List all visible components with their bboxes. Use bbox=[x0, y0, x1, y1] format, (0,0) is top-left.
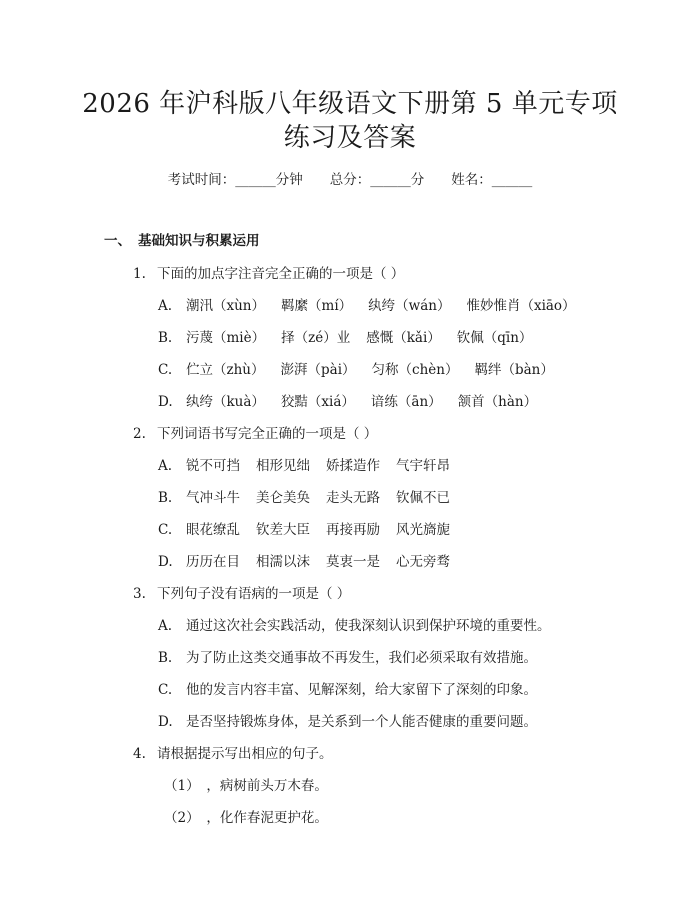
option-word: 纨绔（kuà） bbox=[186, 394, 265, 410]
option-word: 狡黠（xiá） bbox=[280, 394, 355, 410]
option-word: 匀称（chèn） bbox=[371, 362, 459, 378]
option-a bbox=[158, 614, 551, 634]
section-number: 一、 bbox=[104, 233, 131, 249]
option-sentence: 是否坚持锻炼身体，是关系到一个人能否健康的重要问题。 bbox=[186, 714, 537, 730]
option-d bbox=[158, 710, 537, 730]
question-2 bbox=[133, 422, 377, 442]
option-word: 污蔑（miè） bbox=[186, 330, 266, 346]
question-number: 2. bbox=[133, 426, 146, 442]
option-word: 惟妙惟肖（xiāo） bbox=[466, 298, 576, 314]
question-stem: 下列词语书写完全正确的一项是（ ） bbox=[157, 426, 378, 442]
option-word: 眼花缭乱 bbox=[186, 522, 240, 538]
option-word: 历历在目 bbox=[186, 554, 240, 570]
question-number: 3. bbox=[133, 586, 146, 602]
section-title: 基础知识与积累运用 bbox=[138, 233, 260, 249]
page-title-line2: 练习及答案 bbox=[283, 123, 417, 153]
option-c bbox=[158, 518, 466, 538]
question-3 bbox=[133, 582, 350, 602]
sub-question-2: （2） ，化作春泥更护花。 bbox=[164, 810, 328, 826]
option-letter: C. bbox=[158, 522, 173, 538]
option-word: 气宇轩昂 bbox=[396, 458, 450, 474]
question-number: 4. bbox=[133, 746, 146, 762]
option-word: 择（zé）业 bbox=[281, 330, 351, 346]
option-letter: A. bbox=[158, 458, 173, 474]
option-word: 锐不可挡 bbox=[186, 458, 240, 474]
exam-meta: 考试时间：______分钟 总分：______分 姓名：______ bbox=[167, 172, 533, 188]
option-word: 莫衷一是 bbox=[326, 554, 380, 570]
question-stem: 请根据提示写出相应的句子。 bbox=[157, 746, 333, 762]
option-letter: A. bbox=[158, 618, 173, 634]
option-word: 感慨（kǎi） bbox=[366, 330, 441, 346]
option-word: 谙练（ān） bbox=[370, 394, 442, 410]
option-letter: A. bbox=[158, 298, 173, 314]
option-b bbox=[158, 486, 466, 506]
option-sentence: 通过这次社会实践活动，使我深刻认识到保护环境的重要性。 bbox=[186, 618, 551, 634]
section-heading bbox=[104, 229, 260, 249]
option-word: 羁绊（bàn） bbox=[474, 362, 554, 378]
option-letter: D. bbox=[158, 714, 173, 730]
option-letter: C. bbox=[158, 682, 173, 698]
option-b bbox=[158, 646, 537, 666]
question-1 bbox=[133, 262, 404, 282]
option-word: 气冲斗牛 bbox=[186, 490, 240, 506]
option-letter: B. bbox=[158, 650, 173, 666]
option-sentence: 他的发言内容丰富、见解深刻，给大家留下了深刻的印象。 bbox=[186, 682, 537, 698]
option-word: 澎湃（pài） bbox=[280, 362, 356, 378]
option-word: 钦佩不已 bbox=[396, 490, 450, 506]
option-word: 潮汛（xùn） bbox=[186, 298, 266, 314]
option-word: 风光旖旎 bbox=[396, 522, 450, 538]
option-d bbox=[158, 390, 553, 410]
option-word: 钦佩（qīn） bbox=[456, 330, 533, 346]
option-word: 钦差大臣 bbox=[256, 522, 310, 538]
option-sentence: 为了防止这类交通事故不再发生，我们必须采取有效措施。 bbox=[186, 650, 537, 666]
option-word: 心无旁骛 bbox=[396, 554, 450, 570]
option-letter: B. bbox=[158, 330, 173, 346]
option-word: 羁縻（mí） bbox=[281, 298, 353, 314]
option-word: 娇揉造作 bbox=[326, 458, 380, 474]
option-c bbox=[158, 358, 570, 378]
question-stem: 下面的加点字注音完全正确的一项是（ ） bbox=[157, 266, 405, 282]
question-4 bbox=[133, 742, 333, 762]
option-d bbox=[158, 550, 466, 570]
option-word: 伫立（zhù） bbox=[186, 362, 265, 378]
option-letter: D. bbox=[158, 394, 173, 410]
option-word: 再接再励 bbox=[326, 522, 380, 538]
option-letter: C. bbox=[158, 362, 173, 378]
option-letter: D. bbox=[158, 554, 173, 570]
option-word: 颔首（hàn） bbox=[457, 394, 538, 410]
sub-question-1: （1） ，病树前头万木春。 bbox=[164, 778, 328, 794]
option-word: 走头无路 bbox=[326, 490, 380, 506]
question-number: 1. bbox=[133, 266, 146, 282]
option-a bbox=[158, 454, 466, 474]
question-stem: 下列句子没有语病的一项是（ ） bbox=[157, 586, 351, 602]
option-word: 美仑美奂 bbox=[256, 490, 310, 506]
option-word: 纨绔（wán） bbox=[368, 298, 451, 314]
option-letter: B. bbox=[158, 490, 173, 506]
option-word: 相濡以沫 bbox=[256, 554, 310, 570]
option-b bbox=[158, 326, 548, 346]
option-c bbox=[158, 678, 537, 698]
page-title-line1: 2026 年沪科版八年级语文下册第 5 单元专项 bbox=[82, 89, 618, 119]
option-word: 相形见绌 bbox=[256, 458, 310, 474]
option-a bbox=[158, 294, 592, 314]
